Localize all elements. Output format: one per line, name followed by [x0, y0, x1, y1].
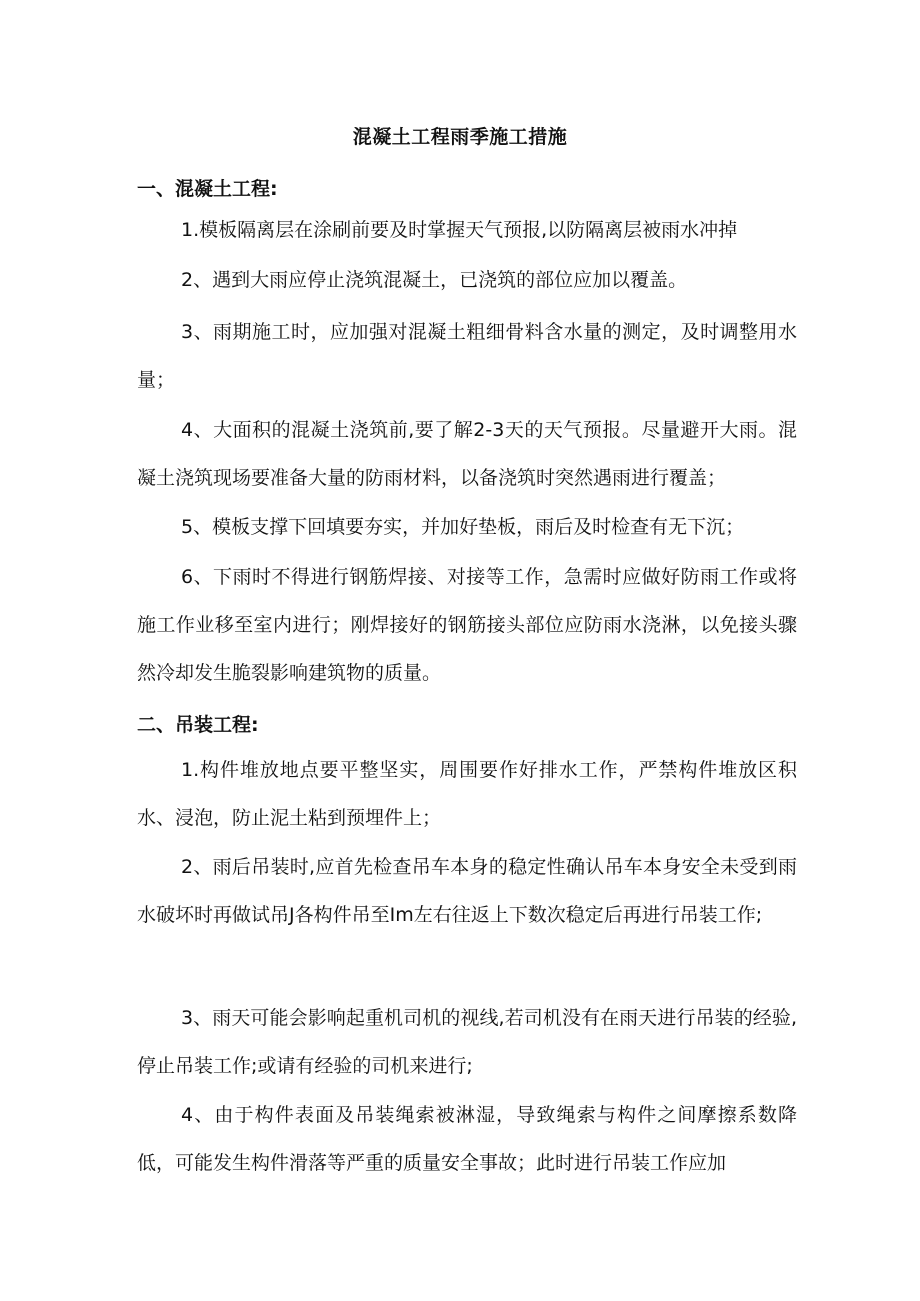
paragraph-concrete-4: 4、大面积的混凝土浇筑前,要了解2-3天的天气预报。尽量避开大雨。混凝土浇筑现场要准备大量的防雨材料，以备浇筑时突然遇雨进行覆盖；	[137, 419, 797, 489]
paragraph-concrete-2: 2、遇到大雨应停止浇筑混凝土，已浇筑的部位应加以覆盖。	[181, 269, 688, 291]
paragraph-hoisting-4: 4、由于构件表面及吊装绳索被淋湿，导致绳索与构件之间摩擦系数降低，可能发生构件滑落等严重的质量安全事故；此时进行吊装工作应加	[137, 1104, 797, 1174]
paragraph-concrete-1: 1.模板隔离层在涂刷前要及时掌握天气预报,以防隔离层被雨水冲掉	[181, 219, 738, 241]
paragraph-hoisting-3: 3、雨天可能会影响起重机司机的视线,若司机没有在雨天进行吊装的经验,停止吊装工作;或请有经验的司机来进行;	[137, 1007, 797, 1077]
paragraph-hoisting-2: 2、雨后吊装时,应首先检查吊车本身的稳定性确认吊车本身安全未受到雨水破坏时再做试吊J各构件吊至Im左右往返上下数次稳定后再进行吊装工作;	[137, 856, 797, 926]
paragraph-concrete-5: 5、模板支撑下回填要夯实，并加好垫板，雨后及时检查有无下沉；	[181, 516, 745, 538]
document-title: 混凝土工程雨季施工措施	[352, 126, 568, 148]
section-heading-hoisting: 二、吊装工程:	[137, 714, 259, 736]
paragraph-hoisting-1: 1.构件堆放地点要平整坚实，周围要作好排水工作，严禁构件堆放区积水、浸泡，防止泥土粘到预埋件上；	[137, 759, 797, 829]
paragraph-concrete-3: 3、雨期施工时，应加强对混凝土粗细骨料含水量的测定，及时调整用水量；	[137, 321, 797, 391]
paragraph-concrete-6: 6、下雨时不得进行钢筋焊接、对接等工作，急需时应做好防雨工作或将施工作业移至室内进行；刚焊接好的钢筋接头部位应防雨水浇淋，以免接头骤然冷却发生脆裂影响建筑物的质量。	[137, 566, 797, 684]
section-heading-concrete: 一、混凝土工程:	[137, 178, 278, 200]
